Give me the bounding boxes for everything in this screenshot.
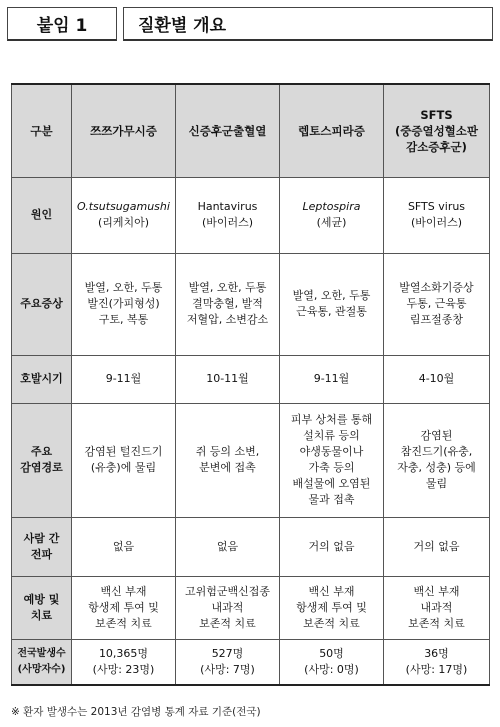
pathogen-type: (세균) <box>316 216 347 229</box>
row-label-peak-season: 호발시기 <box>12 355 72 403</box>
table-cell: 쥐 등의 소변, 분변에 접촉 <box>176 403 280 517</box>
table-row <box>12 355 490 403</box>
table-cell <box>176 639 280 685</box>
row-label-case-count: 전국발생수 (사망자수) <box>12 639 72 685</box>
table-cell: 백신 부재 내과적 보존적 치료 <box>384 576 490 639</box>
table-cell: 10-11월 <box>176 355 280 403</box>
table-cell: 거의 없음 <box>280 517 384 576</box>
table-cell <box>72 177 176 253</box>
table-row <box>12 253 490 355</box>
pathogen-type: (바이러스) <box>201 216 254 229</box>
table-cell: 백신 부재 항생제 투여 및 보존적 치료 <box>72 576 176 639</box>
table-cell: 발열, 오한, 두통 근육통, 관절통 <box>280 253 384 355</box>
table-cell: 백신 부재 항생제 투여 및 보존적 치료 <box>280 576 384 639</box>
table-cell: 9-11월 <box>280 355 384 403</box>
table-cell: 없음 <box>72 517 176 576</box>
table-header-row <box>12 84 490 177</box>
pathogen-name: SFTS virus <box>407 200 466 213</box>
case-count: 36명 <box>424 646 449 660</box>
table-row <box>12 403 490 517</box>
table-cell <box>280 639 384 685</box>
row-label-human-transmission: 사람 간 전파 <box>12 517 72 576</box>
footnote: ※ 환자 발생수는 2013년 감염병 통계 자료 기준(전국) <box>11 706 261 718</box>
case-count: 50명 <box>319 646 344 660</box>
table-cell <box>176 177 280 253</box>
table-row <box>12 517 490 576</box>
pathogen-name: Leptospira <box>302 200 361 213</box>
table-cell: 9-11월 <box>72 355 176 403</box>
pathogen-name: O.tsutsugamushi <box>77 200 170 213</box>
table-cell <box>384 177 490 253</box>
attachment-label: 붙임 1 <box>7 7 117 41</box>
table-cell: 발열소화기증상 두통, 근육통 림프절종창 <box>384 253 490 355</box>
death-count: (사망: 0명) <box>304 662 359 676</box>
table-cell: 거의 없음 <box>384 517 490 576</box>
table-row <box>12 177 490 253</box>
table-row <box>12 576 490 639</box>
column-header-leptospirosis: 렙토스피라증 <box>280 84 384 177</box>
case-count: 527명 <box>211 646 244 660</box>
column-header-category: 구분 <box>12 84 72 177</box>
row-label-transmission: 주요 감염경로 <box>12 403 72 517</box>
death-count: (사망: 17명) <box>405 662 468 676</box>
table-cell <box>384 639 490 685</box>
row-label-prevention: 예방 및 치료 <box>12 576 72 639</box>
table-cell: 발열, 오한, 두통 결막충혈, 발적 저혈압, 소변감소 <box>176 253 280 355</box>
table-cell: 발열, 오한, 두통 발진(가피형성) 구토, 복통 <box>72 253 176 355</box>
death-count: (사망: 23명) <box>92 662 155 676</box>
pathogen-type: (바이러스) <box>410 216 463 229</box>
table-row <box>12 639 490 685</box>
case-count: 10,365명 <box>98 646 149 660</box>
table-cell: 4-10월 <box>384 355 490 403</box>
attachment-title: 질환별 개요 <box>123 7 493 41</box>
death-count: (사망: 7명) <box>200 662 255 676</box>
row-label-symptoms: 주요증상 <box>12 253 72 355</box>
pathogen-type: (리케치아) <box>97 216 150 229</box>
row-label-cause: 원인 <box>12 177 72 253</box>
table-cell: 감염된 참진드기(유충, 자충, 성충) 등에 물림 <box>384 403 490 517</box>
table-cell: 없음 <box>176 517 280 576</box>
table-cell <box>280 177 384 253</box>
disease-overview-table <box>11 83 490 686</box>
table-cell <box>72 639 176 685</box>
column-header-scrub-typhus: 쯔쯔가무시증 <box>72 84 176 177</box>
column-header-sfts: SFTS (중증열성혈소판 감소증후군) <box>384 84 490 177</box>
table-cell: 피부 상처를 통해 설치류 등의 야생동물이나 가축 등의 배설물에 오염된 물과 접촉 <box>280 403 384 517</box>
column-header-hfrs: 신증후군출혈열 <box>176 84 280 177</box>
table-cell: 고위험군백신접종 내과적 보존적 치료 <box>176 576 280 639</box>
pathogen-name: Hantavirus <box>197 200 258 213</box>
table-cell: 감염된 털진드기 (유충)에 물림 <box>72 403 176 517</box>
attachment-header <box>7 7 493 41</box>
